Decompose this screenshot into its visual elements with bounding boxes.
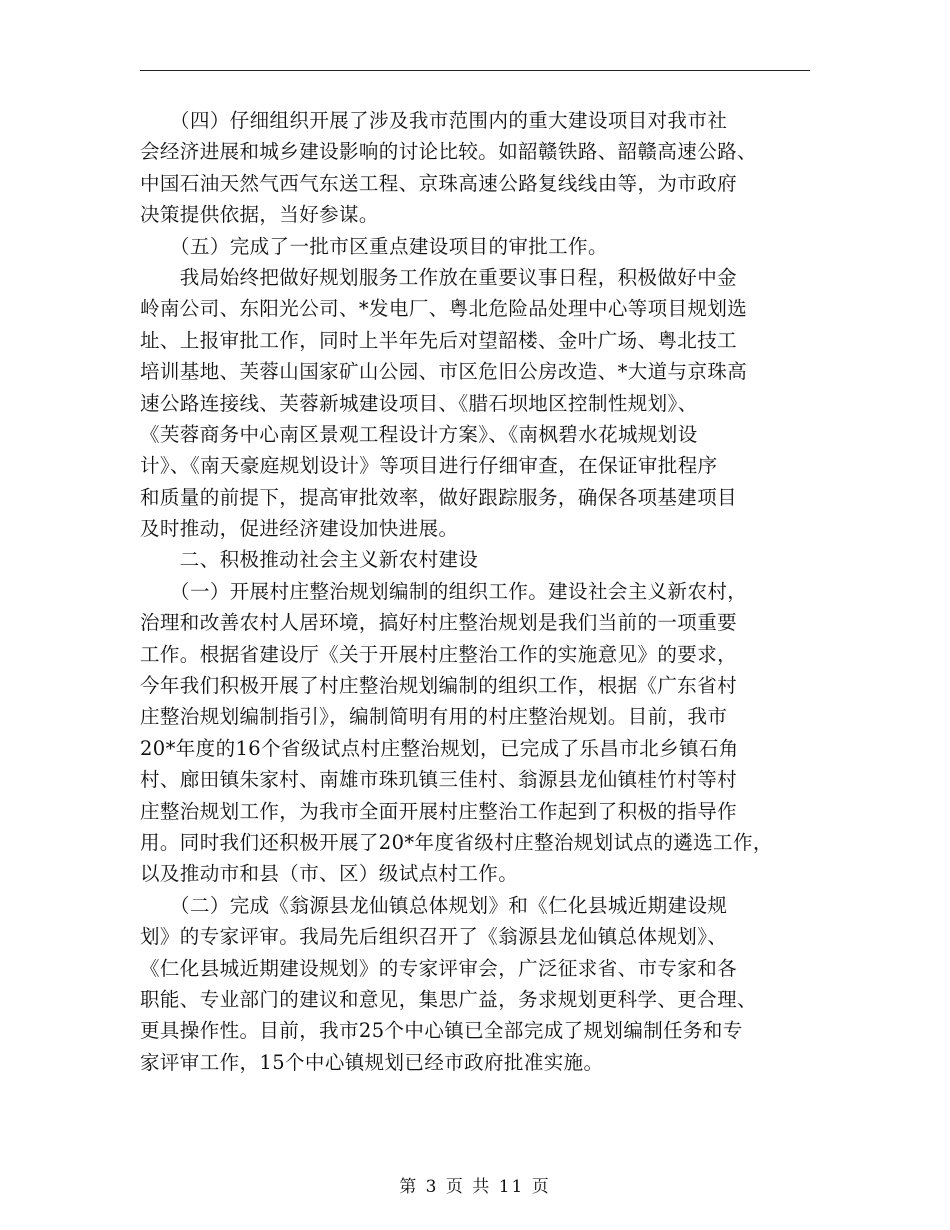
text-line: 《仁化县城近期建设规划》的专家评审会，广泛征求省、市专家和各 [140, 956, 738, 980]
text-line: （一）开展村庄整治规划编制的组织工作。建设社会主义新农村， [140, 579, 748, 603]
text-line: 更具操作性。目前，我市25个中心镇已全部完成了规划编制任务和专 [140, 1019, 743, 1043]
document-body [140, 105, 830, 1078]
header-rule [140, 70, 810, 71]
text-line: 址、上报审批工作，同时上半年先后对望韶楼、金叶广场、粤北技工 [140, 328, 738, 352]
text-line: 以及推动市和县（市、区）级试点村工作。 [140, 862, 519, 886]
text-line: 工作。根据省建设厅《关于开展村庄整治工作的实施意见》的要求， [140, 642, 738, 666]
text-line: 决策提供依据，当好参谋。 [140, 203, 379, 227]
text-line: 会经济进展和城乡建设影响的讨论比较。如韶赣铁路、韶赣高速公路、 [140, 140, 757, 164]
text-line: 速公路连接线、芙蓉新城建设项目、《腊石坝地区控制性规划》、 [140, 391, 698, 415]
text-line: 20*年度的16个省级试点村庄整治规划，已完成了乐昌市北乡镇石角 [140, 736, 739, 760]
text-line: 今年我们积极开展了村庄整治规划编制的组织工作，根据《广东省村 [140, 674, 738, 698]
text-line: 村、廊田镇朱家村、南雄市珠玑镇三佳村、翁源县龙仙镇桂竹村等村 [140, 768, 738, 792]
text-line: 培训基地、芙蓉山国家矿山公园、市区危旧公房改造、*大道与京珠高 [140, 360, 748, 384]
text-line: 岭南公司、东阳光公司、*发电厂、粤北危险品处理中心等项目规划选 [140, 297, 748, 321]
section-heading: 二、积极推动社会主义新农村建设 [140, 548, 479, 572]
text-line: （二）完成《翁源县龙仙镇总体规划》和《仁化县城近期建设规 [140, 893, 728, 917]
text-line: （五）完成了一批市区重点建设项目的审批工作。 [140, 234, 608, 258]
text-line: 及时推动，促进经济建设加快进展。 [140, 517, 459, 541]
text-line: 《芙蓉商务中心南区景观工程设计方案》、《南枫碧水花城规划设 [140, 422, 698, 446]
text-line: 和质量的前提下，提高审批效率，做好跟踪服务，确保各项基建项目 [140, 485, 738, 509]
page-number-footer: 第 3 页 共 11 页 [399, 1177, 551, 1197]
text-line: 家评审工作，15个中心镇规划已经市政府批准实施。 [140, 1050, 604, 1074]
text-line: （四）仔细组织开展了涉及我市范围内的重大建设项目对我市社 [140, 109, 728, 132]
text-line: 计》、《南天豪庭规划设计》等项目进行仔细审查，在保证审批程序 [140, 454, 718, 478]
text-line: 用。同时我们还积极开展了20*年度省级村庄整治规划试点的遴选工作， [140, 830, 773, 854]
text-line: 治理和改善农村人居环境，搞好村庄整治规划是我们当前的一项重要 [140, 611, 738, 635]
text-line: 庄整治规划工作，为我市全面开展村庄整治工作起到了积极的指导作 [140, 799, 738, 823]
text-line: 庄整治规划编制指引》，编制简明有用的村庄整治规划。目前，我市 [140, 705, 728, 729]
text-line: 中国石油天然气西气东送工程、京珠高速公路复线线由等，为市政府 [140, 171, 738, 195]
text-line: 职能、专业部门的建议和意见，集思广益，务求规划更科学、更合理、 [140, 987, 757, 1011]
text-line: 我局始终把做好规划服务工作放在重要议事日程，积极做好中金 [140, 265, 738, 289]
text-line: 划》的专家评审。我局先后组织召开了《翁源县龙仙镇总体规划》、 [140, 925, 728, 949]
